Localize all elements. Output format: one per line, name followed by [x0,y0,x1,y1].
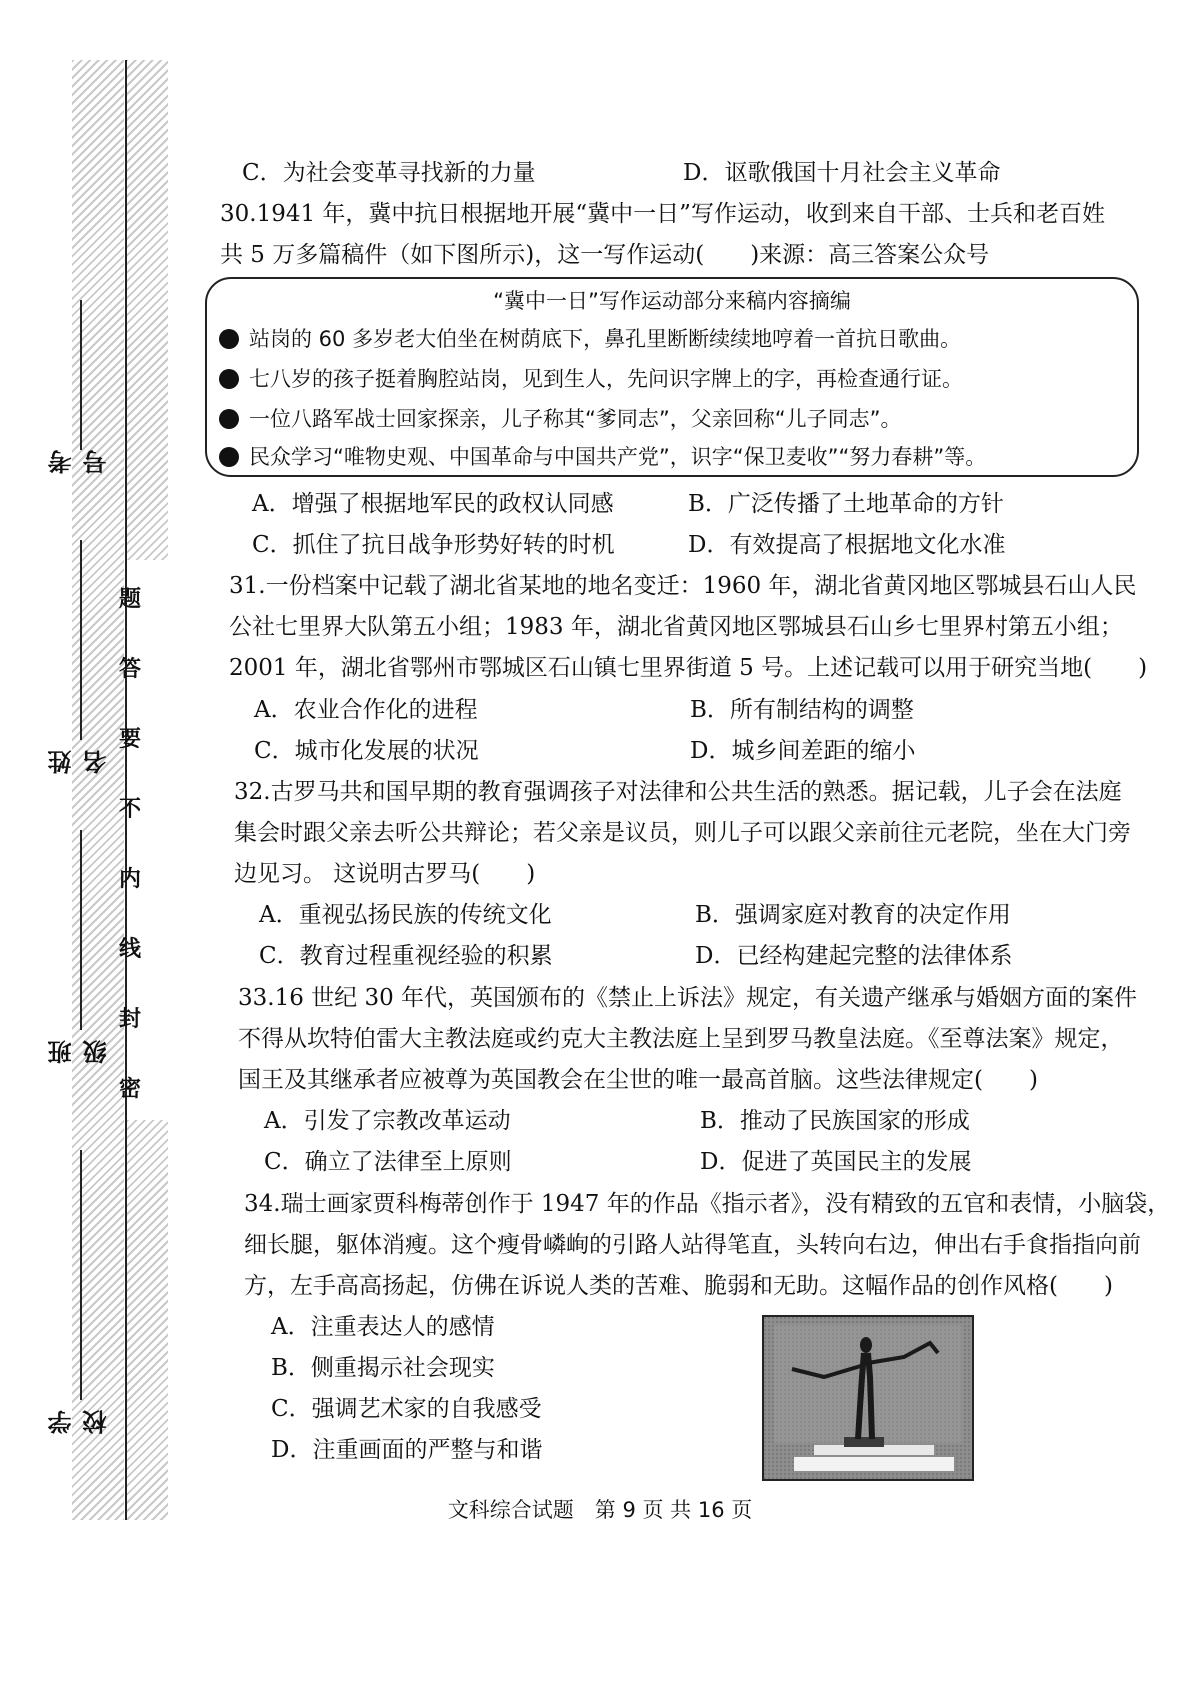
field-school-line [80,1150,82,1400]
q29-option-c: C．为社会变革寻找新的力量 [242,160,536,186]
q31-stem-line: 31.一份档案中记载了湖北省某地的地名变迁：1960 年，湖北省黄冈地区鄂城县石山人民 [229,573,1137,599]
seal-text-area [124,560,170,1120]
seal-char: 题 [118,587,141,612]
q32-option-a: A．重视弘扬民族的传统文化 [259,902,552,928]
page-footer: 文科综合试题 第 9 页 共 16 页 [447,1498,753,1522]
q30-stem-line: 30.1941 年，冀中抗日根据地开展“冀中一日”写作运动，收到来自干部、士兵和老百姓 [220,201,1105,227]
bullet-icon [219,369,239,389]
q33-option-b: B．推动了民族国家的形成 [700,1108,970,1134]
seal-char: 封 [118,1007,141,1032]
q30-option-c: C．抓住了抗日战争形势好转的时机 [252,532,615,558]
q30-stem-line: 共 5 万多篇稿件（如下图所示)，这一写作运动( )来源：高三答案公众号 [220,242,990,268]
q33-option-a: A．引发了宗教改革运动 [264,1108,511,1134]
q34-option-a: A．注重表达人的感情 [271,1314,495,1340]
field-class-line [80,830,82,1030]
artwork-image [762,1315,974,1481]
q30-excerpt-title: “冀中一日”写作运动部分来稿内容摘编 [493,289,851,313]
bullet-icon [219,409,239,429]
seal-char: 不 [118,797,141,822]
binding-line [125,60,127,1520]
list-item: 七八岁的孩子挺着胸腔站岗，见到生人，先问识字牌上的字，再检查通行证。 [219,365,963,393]
q34-stem-line: 细长腿，躯体消瘦。这个瘦骨嶙峋的引路人站得笔直，头转向右边，伸出右手食指指向前 [244,1232,1141,1258]
q32-option-b: B．强调家庭对教育的决定作用 [695,902,1011,928]
seal-char: 密 [118,1077,141,1102]
q31-option-a: A．农业合作化的进程 [254,697,478,723]
list-item: 站岗的 60 多岁老大伯坐在树荫底下，鼻孔里断断续续地哼着一首抗日歌曲。 [219,325,961,353]
q30-excerpt-box [205,277,1139,477]
q31-option-d: D．城乡间差距的缩小 [690,738,916,764]
q30-option-a: A．增强了根据地军民的政权认同感 [252,491,614,517]
q33-option-d: D．促进了英国民主的发展 [700,1149,972,1175]
bullet-icon [219,329,239,349]
field-exam-number-line [80,300,82,450]
q30-option-b: B．广泛传播了土地革命的方针 [688,491,1004,517]
q32-option-c: C．教育过程重视经验的积累 [259,943,553,969]
q32-stem-line: 集会时跟父亲去听公共辩论；若父亲是议员，则儿子可以跟父亲前往元老院，坐在大门旁 [234,820,1131,846]
seal-char: 答 [118,657,141,682]
q32-option-d: D．已经构建起完整的法律体系 [695,943,1013,969]
q33-stem-line: 国王及其继承者应被尊为英国教会在尘世的唯一最高首脑。这些法律规定( ) [238,1067,1038,1093]
q34-stem-line: 方，左手高高扬起，仿佛在诉说人类的苦难、脆弱和无助。这幅作品的创作风格( ) [244,1273,1113,1299]
q30-option-d: D．有效提高了根据地文化水准 [688,532,1006,558]
q29-option-d: D．讴歌俄国十月社会主义革命 [683,160,1001,186]
q32-stem-line: 边见习。 这说明古罗马( ) [234,861,536,887]
q32-stem-line: 32.古罗马共和国早期的教育强调孩子对法律和公共生活的熟悉。据记载，儿子会在法庭 [234,779,1122,805]
pointing-figure-icon [764,1317,972,1479]
field-school-label: 学校 [48,1410,111,1434]
q34-option-d: D．注重画面的严整与和谐 [271,1437,543,1463]
q34-stem-line: 34.瑞士画家贾科梅蒂创作于 1947 年的作品《指示者》，没有精致的五官和表情，小脑袋， [244,1191,1171,1217]
field-class-label: 班级 [48,1040,111,1064]
field-name-label: 姓名 [48,750,111,774]
seal-char: 要 [118,727,141,752]
seal-char: 线 [118,937,141,962]
q31-option-b: B．所有制结构的调整 [690,697,914,723]
q33-stem-line: 不得从坎特伯雷大主教法庭或约克大主教法庭上呈到罗马教皇法庭。《至尊法案》规定， [238,1026,1124,1052]
list-item: 民众学习“唯物史观、中国革命与中国共产党”，识字“保卫麦收”“努力春耕”等。 [219,443,986,471]
q34-option-c: C．强调艺术家的自我感受 [271,1396,542,1422]
q31-stem-line: 公社七里界大队第五小组；1983 年，湖北省黄冈地区鄂城县石山乡七里界村第五小组； [229,614,1123,640]
field-exam-number-label: 考号 [48,450,111,474]
field-name-line [80,540,82,740]
q31-stem-line: 2001 年，湖北省鄂州市鄂城区石山镇七里界街道 5 号。上述记载可以用于研究当地( ) [229,655,1148,681]
q34-option-b: B．侧重揭示社会现实 [271,1355,495,1381]
list-item: 一位八路军战士回家探亲，儿子称其“爹同志”，父亲回称“儿子同志”。 [219,405,902,433]
q31-option-c: C．城市化发展的状况 [254,738,479,764]
seal-char: 内 [118,867,141,892]
q33-option-c: C．确立了法律至上原则 [264,1149,512,1175]
q33-stem-line: 33.16 世纪 30 年代，英国颁布的《禁止上诉法》规定，有关遗产继承与婚姻方面的案件 [238,985,1138,1011]
bullet-icon [219,447,239,467]
